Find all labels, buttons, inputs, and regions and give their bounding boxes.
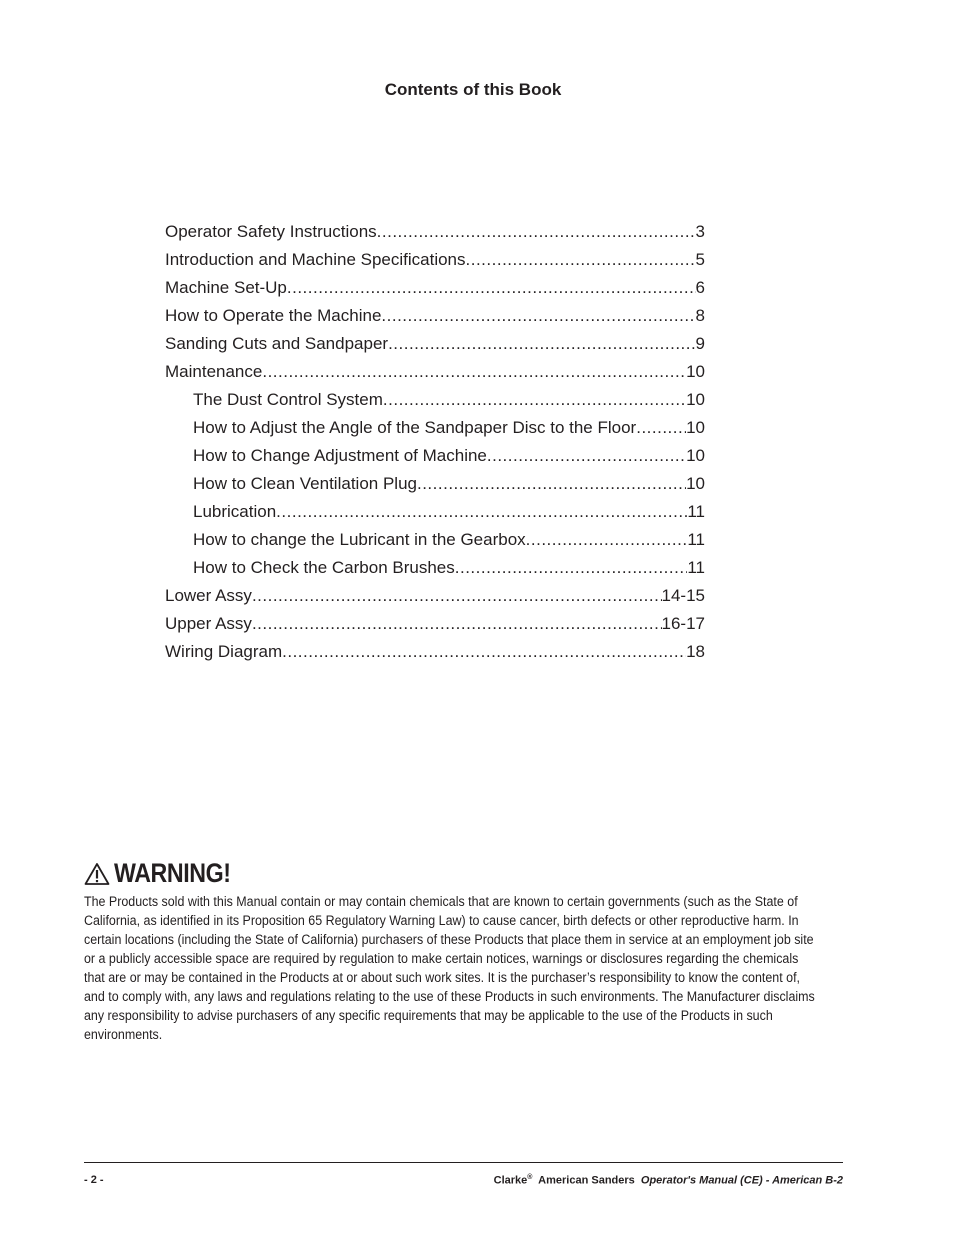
warning-line: that are or may be contained in the Products at or about such work sites. It is the purchaser’s responsibility to know the content of, — [84, 970, 800, 985]
toc-entry-title: Upper Assy — [165, 614, 252, 633]
toc-entry-page: 16-17 — [661, 614, 705, 633]
toc-entry — [165, 610, 705, 638]
toc-entry — [165, 498, 705, 526]
toc-dot-leader — [388, 330, 695, 358]
toc-entry-page: 6 — [695, 278, 705, 297]
toc-entry — [165, 246, 705, 274]
toc-entry-page: 10 — [686, 446, 705, 465]
toc-entry — [165, 414, 705, 442]
toc-entry-page: 10 — [686, 362, 705, 381]
registered-mark: ® — [527, 1174, 533, 1181]
toc-entry — [165, 554, 705, 582]
toc-entry-page: 9 — [695, 334, 705, 353]
table-of-contents — [165, 218, 705, 666]
toc-entry-title: Sanding Cuts and Sandpaper — [165, 334, 389, 353]
toc-entry — [165, 470, 705, 498]
toc-entry-title: The Dust Control System — [193, 390, 383, 409]
warning-line: The Products sold with this Manual contain or may contain chemicals that are known to certain governments (such as the State of — [84, 894, 798, 909]
toc-dot-leader — [377, 218, 696, 246]
toc-entry-page: 10 — [686, 390, 705, 409]
warning-triangle-icon — [84, 862, 110, 886]
toc-entry-title: How to Clean Ventilation Plug — [193, 474, 417, 493]
toc-entry — [165, 526, 705, 554]
warning-line: any responsibility to advise purchasers of any specific requirements that may be applicable to the use of the Products in such — [84, 1008, 773, 1023]
toc-entry-title: Operator Safety Instructions — [165, 222, 377, 241]
toc-dot-leader — [417, 470, 686, 498]
toc-dot-leader — [487, 442, 686, 470]
toc-dot-leader — [282, 638, 686, 666]
footer-page-number: - 2 - — [84, 1174, 104, 1186]
footer-divider — [84, 1162, 843, 1163]
toc-entry-title: Machine Set-Up — [165, 278, 287, 297]
toc-entry-page: 14-15 — [661, 586, 705, 605]
toc-entry-title: How to Change Adjustment of Machine — [193, 446, 487, 465]
warning-line: California, as identified in its Proposition 65 Regulatory Warning Law) to cause cancer, birth defects or other reproductive harm. In — [84, 913, 799, 928]
warning-line: certain locations (including the State of California) purchasers of these Products that place them in service at an employment job site — [84, 932, 814, 947]
toc-dot-leader — [466, 246, 696, 274]
toc-entry-page: 10 — [686, 474, 705, 493]
warning-title: WARNING! — [114, 858, 231, 888]
toc-entry-page: 11 — [687, 558, 705, 577]
toc-dot-leader — [287, 274, 696, 302]
toc-dot-leader — [383, 386, 686, 414]
toc-entry-title: How to Check the Carbon Brushes — [193, 558, 455, 577]
toc-entry-page: 11 — [687, 502, 705, 521]
toc-entry-page: 18 — [686, 642, 705, 661]
warning-text — [84, 892, 819, 1044]
footer-manual-title — [494, 1174, 843, 1187]
toc-entry-title: How to change the Lubricant in the Gearbox — [193, 530, 526, 549]
page-title: Contents of this Book — [384, 80, 562, 99]
footer-manual-name: Operator's Manual (CE) - American B-2 — [640, 1174, 843, 1187]
toc-dot-leader — [252, 610, 662, 638]
toc-entry — [165, 358, 705, 386]
toc-entry-page: 5 — [695, 250, 705, 269]
toc-entry-title: How to Operate the Machine — [165, 306, 382, 325]
toc-dot-leader — [276, 498, 687, 526]
toc-dot-leader — [262, 358, 686, 386]
toc-entry-title: Lower Assy — [165, 586, 252, 605]
toc-entry-title: Wiring Diagram — [165, 642, 283, 661]
toc-entry — [165, 638, 705, 666]
toc-dot-leader — [526, 526, 688, 554]
toc-entry — [165, 330, 705, 358]
toc-entry-title: Maintenance — [165, 362, 263, 381]
toc-entry — [165, 582, 705, 610]
toc-entry-title: Introduction and Machine Specifications — [165, 250, 466, 269]
toc-dot-leader — [455, 554, 688, 582]
toc-entry — [165, 386, 705, 414]
toc-entry — [165, 302, 705, 330]
toc-dot-leader — [252, 582, 662, 610]
footer-company: American Sanders — [538, 1174, 635, 1187]
toc-entry-title: Lubrication — [193, 502, 277, 521]
toc-dot-leader — [381, 302, 695, 330]
warning-line: or a publicly accessible space are required by regulation to make certain notices, warnings or disclosures regarding the chemicals — [84, 951, 799, 966]
toc-entry-page: 3 — [695, 222, 705, 241]
toc-entry-page: 8 — [695, 306, 705, 325]
toc-entry — [165, 442, 705, 470]
footer-brand: Clarke — [493, 1174, 528, 1187]
warning-line: environments. — [84, 1027, 163, 1042]
warning-line: and to comply with, any laws and regulations relating to the use of these Products in such environments. The Manufacturer disclaims — [84, 989, 815, 1004]
warning-heading — [84, 858, 249, 889]
toc-entry-page: 10 — [686, 418, 705, 437]
toc-entry-page: 11 — [687, 530, 705, 549]
toc-entry-title: How to Adjust the Angle of the Sandpaper Disc to the Floor — [193, 418, 637, 437]
toc-entry — [165, 218, 705, 246]
toc-dot-leader — [636, 414, 686, 442]
toc-entry — [165, 274, 705, 302]
